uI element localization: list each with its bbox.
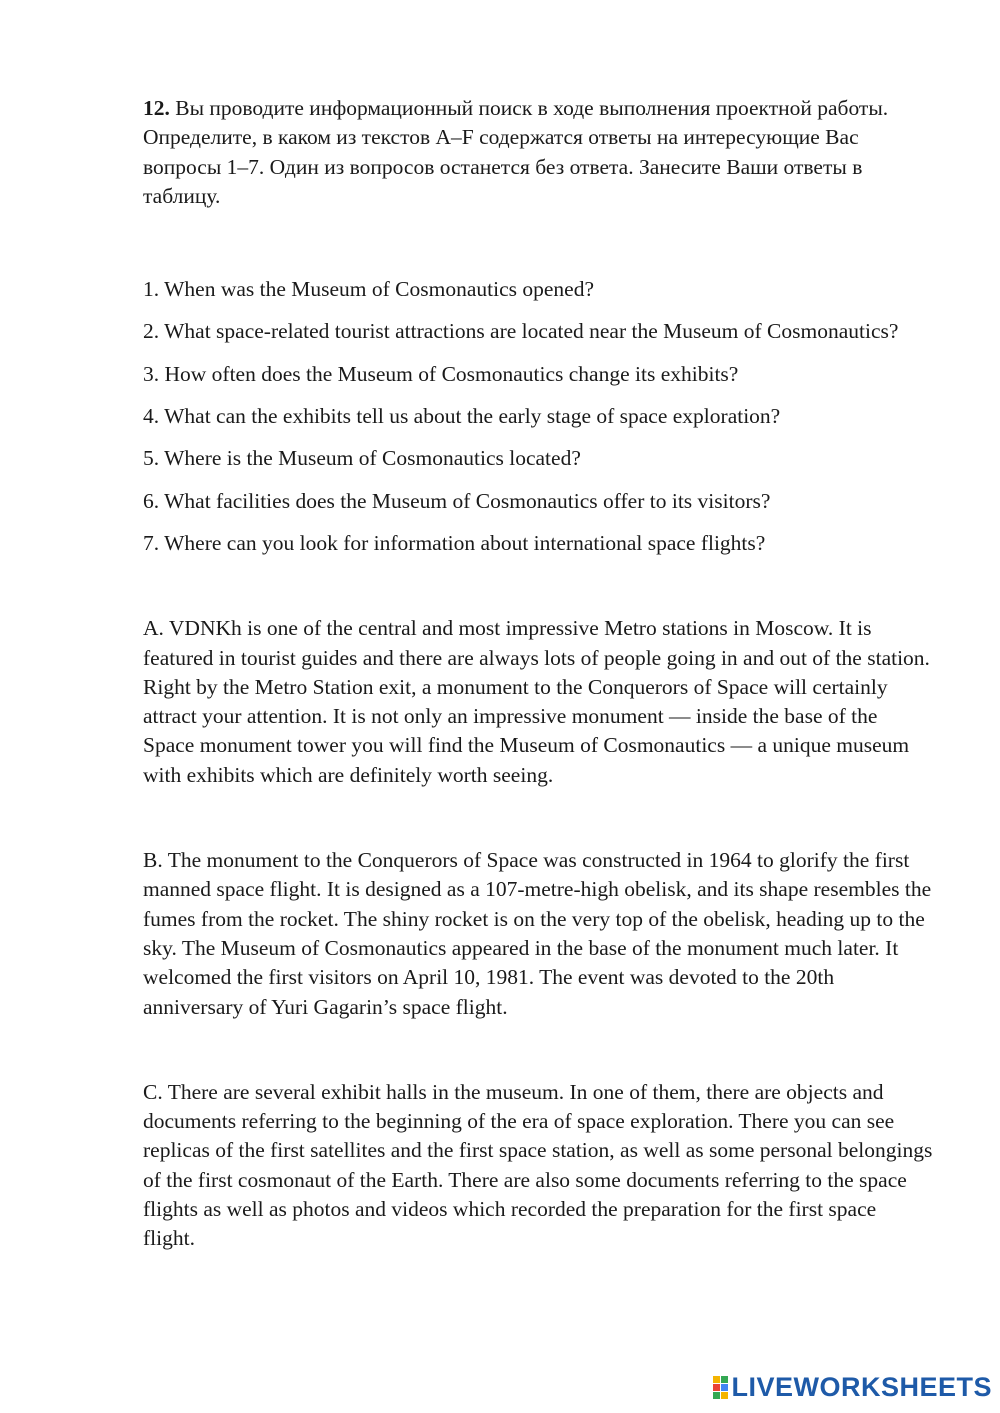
question-list: [143, 275, 933, 558]
question-item: 4. What can the exhibits tell us about the early stage of space exploration?: [143, 404, 781, 429]
text-b: B. The monument to the Conquerors of Space was constructed in 1964 to glorify the first manned space flight. It is designed as a 107-metre-high obelisk, and its shape resembles the fumes from the rocket. The shiny rocket is on the very top of the obelisk, heading up to the sky. The Museum of Cosmonautics appeared in the base of the monument much later. It welcomed the first visitors on April 10, 1981. The event was devoted to the 20th anniversary of Yuri Gagarin’s space flight.: [143, 848, 932, 1019]
task-instruction: Вы проводите информационный поиск в ходе выполнения проектной работы. Определите, в каком из текстов A–F содержатся ответы на интересующие Вас вопросы 1–7. Один из вопросов останется без ответа. Занесите Ваши ответы в таблицу.: [143, 96, 889, 208]
task-intro: [143, 94, 933, 211]
text-a: A. VDNKh is one of the central and most impressive Metro stations in Moscow. It is featured in tourist guides and there are always lots of people going in and out of the station. Right by the Metro Station exit, a monument to the Conquerors of Space will certainly attract your attention. It is not only an impressive monument — inside the base of the Space monument tower you will find the Museum of Cosmonautics — a unique museum with exhibits which are definitely worth seeing.: [143, 616, 930, 787]
worksheet-page: [143, 94, 933, 1310]
question-item: 2. What space-related tourist attractions are located near the Museum of Cosmonautics?: [143, 319, 899, 344]
question-item: 6. What facilities does the Museum of Cosmonautics offer to its visitors?: [143, 488, 771, 513]
liveworksheets-logo[interactable]: [713, 1372, 992, 1403]
task-number: 12.: [143, 96, 170, 120]
question-item: 7. Where can you look for information about international space flights?: [143, 530, 766, 555]
logo-text: LIVEWORKSHEETS: [731, 1372, 992, 1402]
liveworksheets-logo-icon: [713, 1376, 728, 1399]
question-item: 3. How often does the Museum of Cosmonautics change its exhibits?: [143, 361, 739, 386]
question-item: 5. Where is the Museum of Cosmonautics located?: [143, 446, 581, 471]
question-item: 1. When was the Museum of Cosmonautics opened?: [143, 277, 595, 302]
text-c: C. There are several exhibit halls in the museum. In one of them, there are objects and documents referring to the beginning of the era of space exploration. There you can see replicas of the first satellites and the first space station, as well as some personal belongings of the first cosmonaut of the Earth. There are also some documents referring to the space flights as well as photos and videos which recorded the preparation for the first space flight.: [143, 1079, 933, 1251]
